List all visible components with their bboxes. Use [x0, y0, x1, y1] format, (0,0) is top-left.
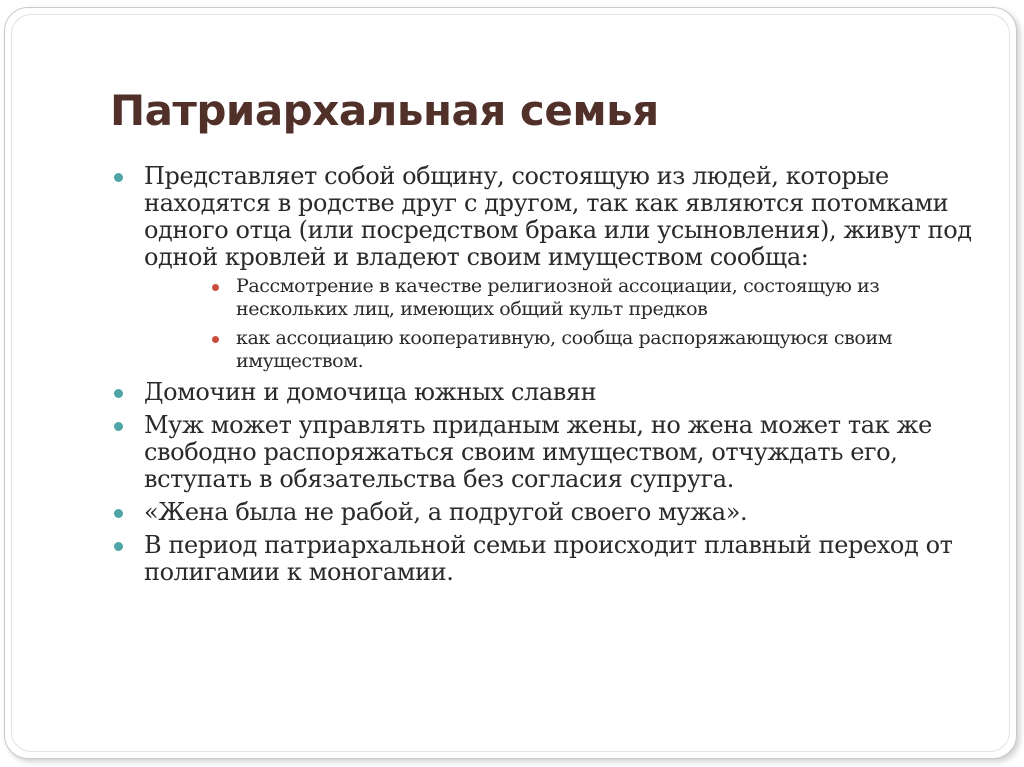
sub-bullet-list [206, 275, 972, 373]
sub-bullet-dot-icon [212, 284, 219, 291]
bullet-dot-icon [114, 542, 123, 551]
slide-content [112, 163, 972, 592]
slide-title: Патриархальная семья [110, 86, 659, 135]
bullet-text: Муж может управлять приданым жены, но жена может так же свободно распоряжаться своим имуществом, отчуждать его, вступать в обязательства без согласия супруга. [144, 411, 932, 493]
bullet-item [112, 532, 972, 586]
sub-bullet-text: как ассоциацию кооперативную, сообща распоряжающуюся своим имуществом. [236, 327, 893, 372]
sub-bullet-text: Рассмотрение в качестве религиозной ассоциации, состоящую из нескольких лиц, имеющих общий культ предков [236, 275, 880, 320]
sub-bullet-dot-icon [212, 336, 219, 343]
bullet-text: «Жена была не рабой, а подругой своего мужа». [144, 498, 748, 526]
bullet-text: Представляет собой общину, состоящую из людей, которые находятся в родстве друг с другом, так как являются потомками одного отца (или посредством брака или усыновления), живут под одной кровлей и владеют своим имуществом сообща: [144, 162, 972, 271]
bullet-list [112, 163, 972, 586]
bullet-item [112, 379, 972, 406]
sub-bullet-item [206, 275, 972, 321]
bullet-text: В период патриархальной семьи происходит плавный переход от полигамии к моногамии. [144, 531, 953, 586]
bullet-item [112, 499, 972, 526]
bullet-text: Домочин и домочица южных славян [144, 378, 597, 406]
sub-bullet-item [206, 327, 972, 373]
bullet-dot-icon [114, 173, 123, 182]
bullet-item [112, 163, 972, 373]
bullet-dot-icon [114, 389, 123, 398]
bullet-dot-icon [114, 422, 123, 431]
bullet-item [112, 412, 972, 493]
bullet-dot-icon [114, 509, 123, 518]
